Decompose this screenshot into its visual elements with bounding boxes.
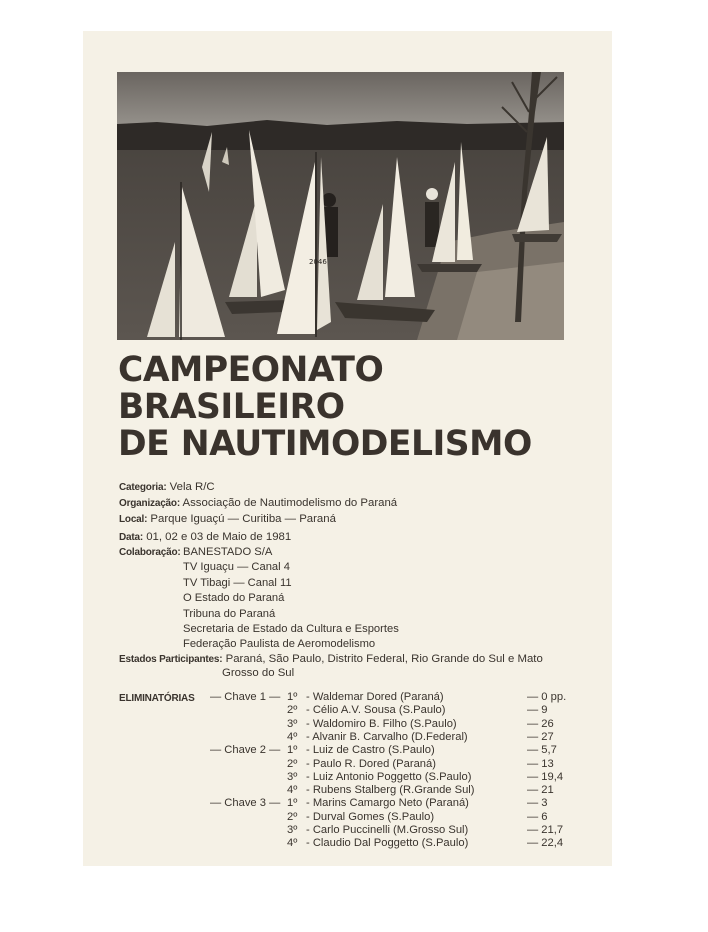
categoria-row [119, 481, 215, 493]
result-score: — 27 [527, 731, 554, 743]
colaboracao-item: BANESTADO S/A [183, 546, 273, 558]
data-value: 01, 02 e 03 de Maio de 1981 [146, 531, 292, 543]
colaboracao-list [183, 545, 399, 653]
result-position: 1º [287, 691, 298, 703]
organizacao-label: Organização: [119, 498, 180, 509]
colaboracao-item: Federação Paulista de Aeromodelismo [183, 638, 376, 651]
colaboracao-item: TV Iguaçu — Canal 4 [183, 561, 290, 574]
result-score: — 0 pp. [527, 691, 567, 703]
result-name: - Carlo Puccinelli (M.Grosso Sul) [306, 824, 469, 836]
estados-row-2 [222, 667, 294, 679]
result-score: — 19,4 [527, 771, 564, 783]
result-name: - Rubens Stalberg (R.Grande Sul) [306, 784, 475, 796]
estados-value-line1: Paraná, São Paulo, Distrito Federal, Rio Grande do Sul e Mato [225, 653, 543, 665]
estados-value-line2: Grosso do Sul [222, 667, 295, 679]
colaboracao-item: O Estado do Paraná [183, 592, 285, 605]
eliminatorias-heading-row [119, 692, 195, 704]
result-name: - Claudio Dal Poggetto (S.Paulo) [306, 837, 469, 849]
title-line-3: DE NAUTIMODELISMO [118, 424, 532, 464]
chave-label: — Chave 3 — [210, 797, 281, 809]
organizacao-value: Associação de Nautimodelismo do Paraná [182, 497, 398, 509]
result-name: - Waldomiro B. Filho (S.Paulo) [306, 718, 457, 730]
result-score: — 9 [527, 704, 548, 716]
result-score: — 6 [527, 811, 548, 823]
result-position: 3º [287, 771, 298, 783]
result-position: 2º [287, 704, 298, 716]
result-position: 1º [287, 744, 298, 756]
data-label: Data: [119, 532, 144, 543]
regatta-photo [117, 72, 564, 340]
sailboats-photo-image [117, 72, 564, 340]
categoria-value: Vela R/C [169, 481, 215, 493]
result-score: — 21,7 [527, 824, 564, 836]
colaboracao-label-row [119, 546, 181, 558]
chave-label: — Chave 1 — [210, 691, 281, 703]
colaboracao-item: Tribuna do Paraná [183, 607, 276, 620]
title-line-1: CAMPEONATO [118, 350, 384, 390]
result-score: — 3 [527, 797, 548, 809]
result-score: — 5,7 [527, 744, 557, 756]
local-label: Local: [119, 514, 148, 525]
result-score: — 22,4 [527, 837, 564, 849]
result-name: - Luiz de Castro (S.Paulo) [306, 744, 435, 756]
estados-row [119, 653, 543, 665]
estados-label: Estados Participantes: [119, 654, 223, 665]
local-value: Parque Iguaçú — Curitiba — Paraná [150, 513, 336, 525]
result-position: 2º [287, 811, 298, 823]
result-position: 1º [287, 797, 298, 809]
colaboracao-item: Secretaria de Estado da Cultura e Esportes [183, 623, 399, 636]
result-name: - Alvanir B. Carvalho (D.Federal) [306, 731, 468, 743]
result-position: 2º [287, 758, 298, 770]
title-line-2: BRASILEIRO [118, 387, 345, 427]
result-position: 4º [287, 731, 298, 743]
result-score: — 21 [527, 784, 554, 796]
colaboracao-label: Colaboração: [119, 547, 181, 558]
result-name: - Célio A.V. Sousa (S.Paulo) [306, 704, 446, 716]
local-row [119, 513, 336, 525]
chave-label: — Chave 2 — [210, 744, 281, 756]
result-position: 3º [287, 718, 298, 730]
categoria-label: Categoria: [119, 482, 167, 493]
result-name: - Paulo R. Dored (Paraná) [306, 758, 436, 770]
result-name: - Marins Camargo Neto (Paraná) [306, 797, 469, 809]
organizacao-row [119, 497, 397, 509]
data-row [119, 531, 291, 543]
result-position: 4º [287, 784, 298, 796]
result-name: - Waldemar Dored (Paraná) [306, 691, 444, 703]
sail-number: 2046 [309, 258, 327, 266]
result-position: 4º [287, 837, 298, 849]
colaboracao-item: TV Tibagi — Canal 11 [183, 576, 292, 589]
result-name: - Durval Gomes (S.Paulo) [306, 811, 435, 823]
eliminatorias-label: ELIMINATÓRIAS [119, 693, 195, 704]
result-name: - Luiz Antonio Poggetto (S.Paulo) [306, 771, 472, 783]
result-score: — 13 [527, 758, 554, 770]
result-position: 3º [287, 824, 298, 836]
result-score: — 26 [527, 718, 554, 730]
page-title [118, 352, 532, 463]
